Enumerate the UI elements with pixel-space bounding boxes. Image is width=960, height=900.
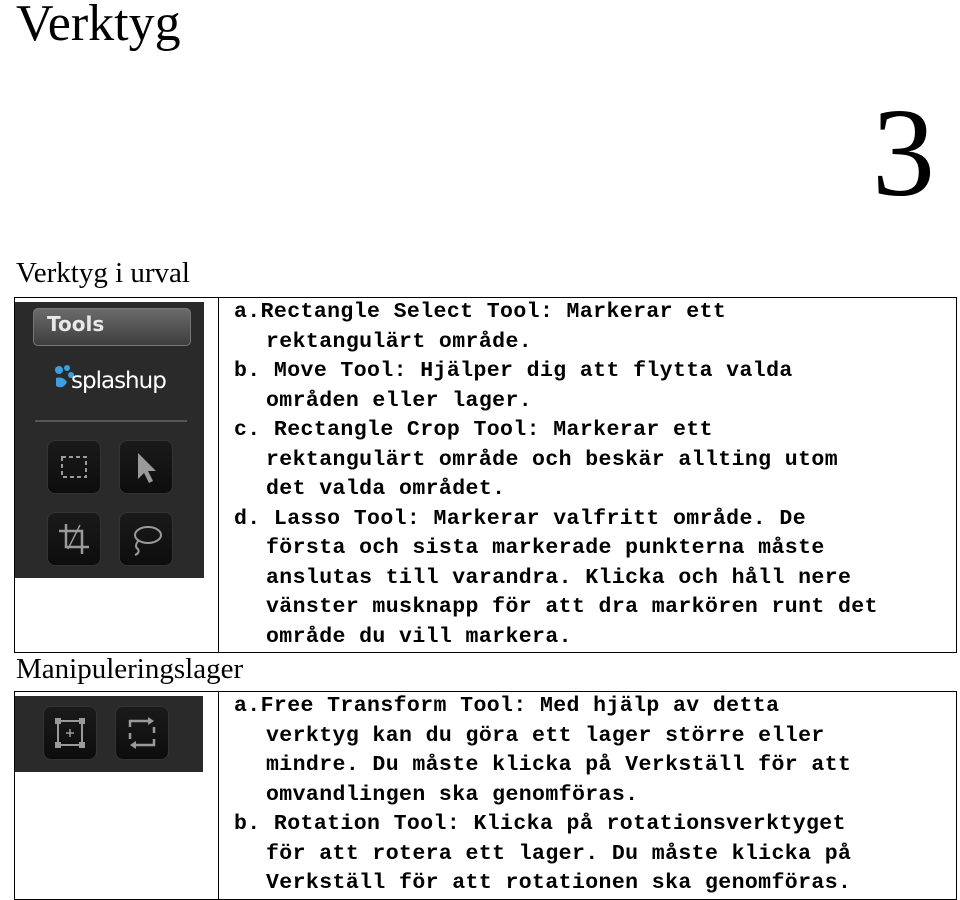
list-item-continuation: rektangulärt område. <box>266 329 533 354</box>
tools-table <box>14 297 957 653</box>
rectangle-crop-tool-button[interactable] <box>47 512 101 566</box>
list-item: c. Rectangle Crop Tool: Markerar ett <box>234 418 713 442</box>
tools-panel <box>15 302 204 578</box>
free-transform-tool-button[interactable] <box>43 706 97 760</box>
list-item-continuation: rektangulärt område och beskär allting utom <box>266 447 838 472</box>
list-item-continuation: omvandlingen ska genomföras. <box>266 782 639 807</box>
section-heading-manipulation: Manipuleringslager <box>16 653 244 685</box>
tools-panel-header <box>33 308 191 346</box>
list-item-continuation: för att rotera ett lager. Du måste klicka på <box>266 841 852 866</box>
tools-text-cell <box>219 298 957 653</box>
list-item: d. Lasso Tool: Markerar valfritt område. De <box>234 506 806 531</box>
list-item: b. Rotation Tool: Klicka på rotationsverktyget <box>234 812 846 836</box>
rotation-tool-button[interactable] <box>115 706 169 760</box>
list-item-continuation: anslutas till varandra. Klicka och håll nere <box>266 565 852 590</box>
manipulation-image-cell <box>15 692 219 900</box>
lasso-tool-button[interactable] <box>119 512 173 566</box>
rectangle-select-tool-button[interactable] <box>47 440 101 494</box>
list-item: a.Rectangle Select Tool: Markerar ett <box>234 300 727 324</box>
move-tool-button[interactable] <box>119 440 173 494</box>
manipulation-table <box>14 691 957 900</box>
list-item-continuation: Verkställ för att rotationen ska genomföras. <box>266 871 852 895</box>
section-heading-tools: Verktyg i urval <box>16 257 190 289</box>
list-item-continuation: vänster musknapp för att dra markören runt det <box>266 595 878 619</box>
crop-icon <box>54 519 94 559</box>
list-item-continuation: verktyg kan du göra ett lager större eller <box>266 723 825 748</box>
manipulation-description-list <box>219 692 956 899</box>
move-arrow-icon <box>126 447 166 487</box>
list-item: a.Free Transform Tool: Med hjälp av detta <box>234 694 780 718</box>
tools-panel-title: Tools <box>47 312 105 336</box>
chapter-number: 3 <box>872 84 935 223</box>
splashup-logo <box>53 360 183 406</box>
panel-divider <box>35 420 187 422</box>
rectangle-select-icon <box>54 447 94 487</box>
free-transform-icon <box>50 713 90 753</box>
page-title: Verktyg <box>16 0 181 52</box>
list-item-continuation: det valda området. <box>266 477 506 501</box>
manipulation-panel <box>15 696 203 772</box>
list-item-continuation: område du vill markera. <box>266 624 572 649</box>
list-item-continuation: första och sista markerade punkterna måste <box>266 536 825 560</box>
logo-text: splashup <box>71 368 166 394</box>
lasso-icon <box>126 519 166 559</box>
list-item-continuation: områden eller lager. <box>266 388 533 413</box>
rotation-icon <box>122 713 162 753</box>
tools-image-cell <box>15 298 219 653</box>
list-item: b. Move Tool: Hjälper dig att flytta valda <box>234 359 793 383</box>
list-item-continuation: mindre. Du måste klicka på Verkställ för att <box>266 753 852 777</box>
tools-description-list <box>219 298 956 652</box>
manipulation-text-cell <box>219 692 957 900</box>
